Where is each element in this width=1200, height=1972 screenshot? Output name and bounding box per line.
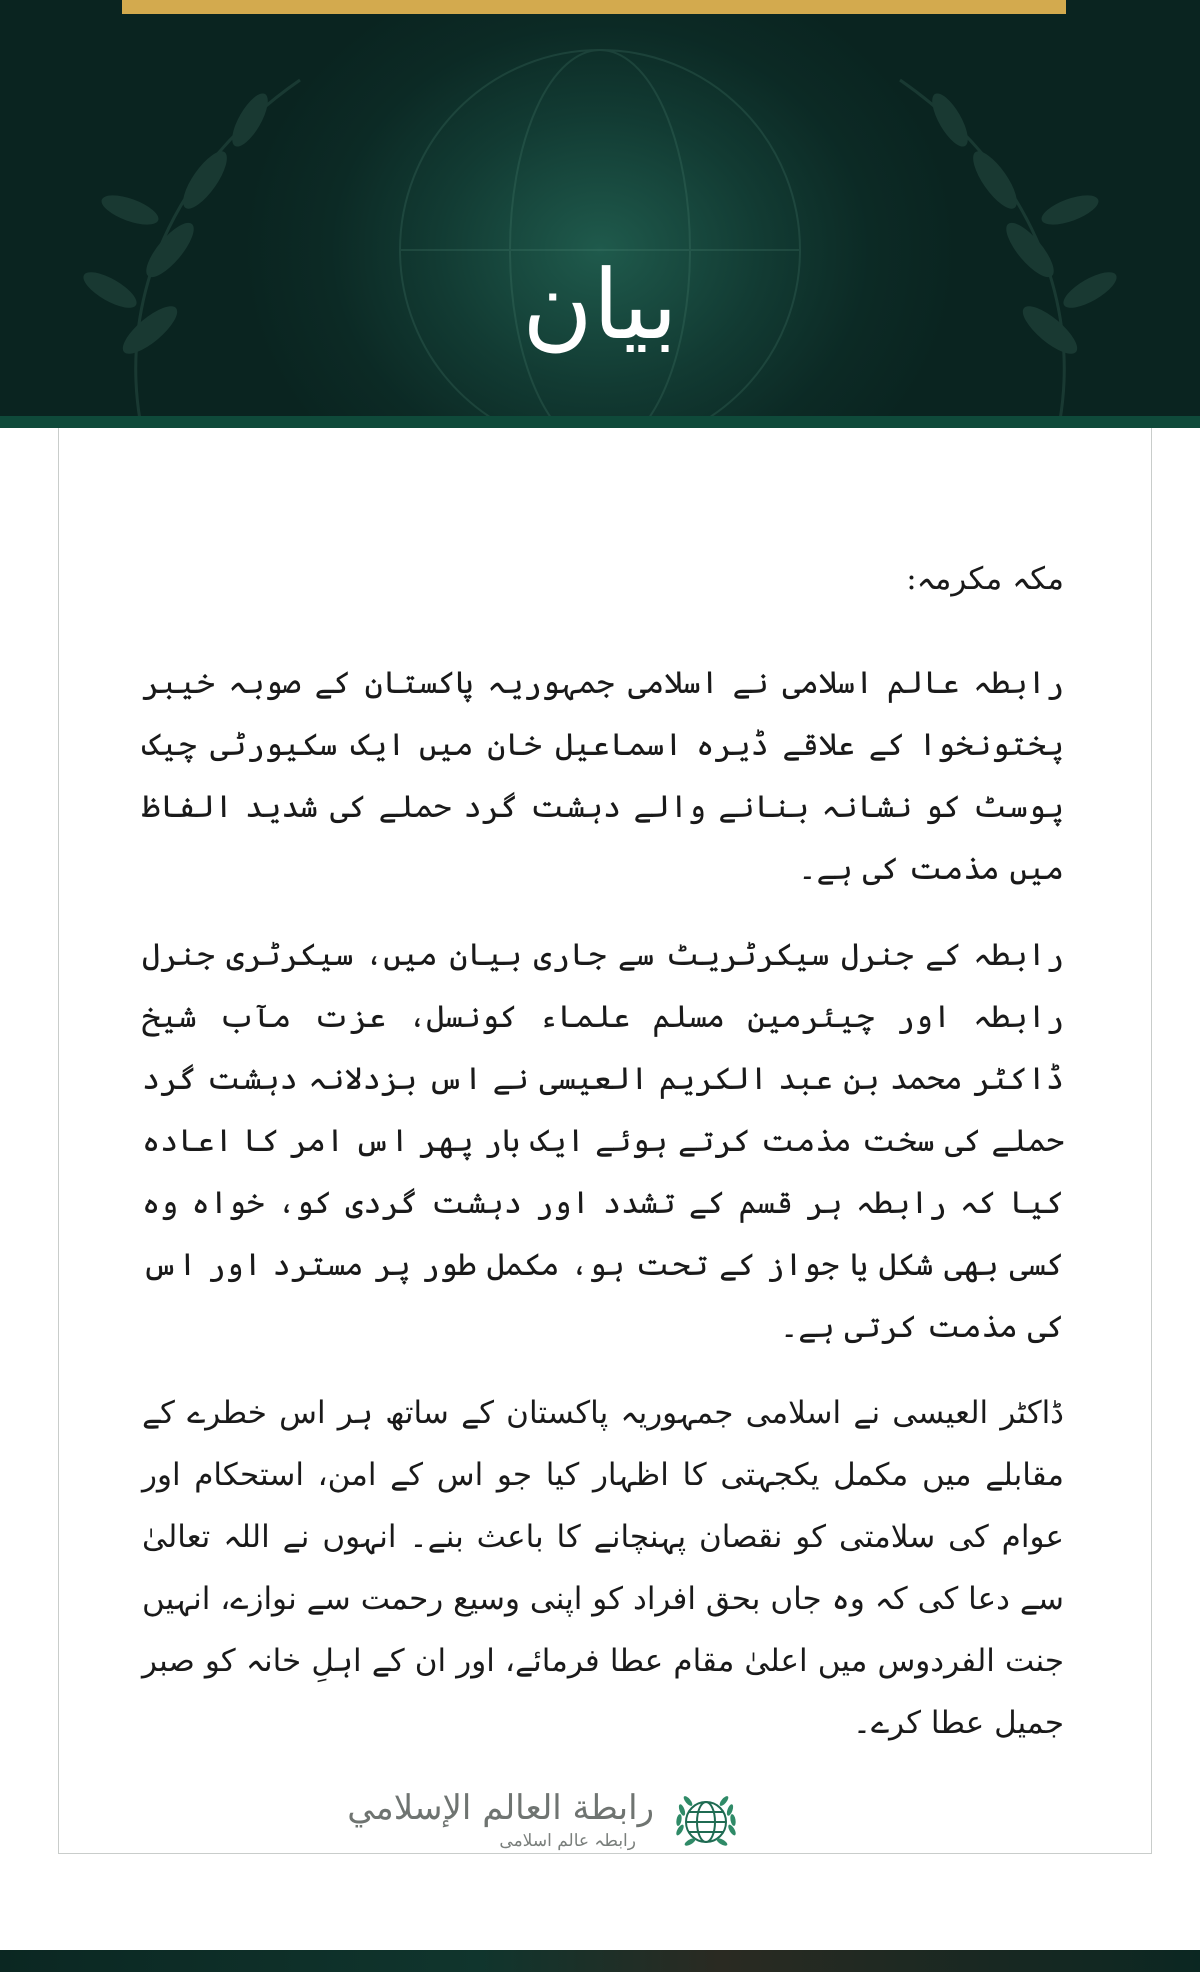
paragraph-1: رابطہ عالم اسلامی نے اسلامی جمہوریہ پاکستان کے صوبہ خیبر پختونخوا کے علاقے ڈیرہ اسماعیل خان میں ایک سکیورٹی چیک پوسٹ کو نشانہ بنانے والے دہشت گرد حملے کی شدید الفاظ میں مذمت کی ہے۔ <box>142 665 1064 887</box>
logo-urdu-text: رابطہ عالم اسلامی <box>499 1831 636 1851</box>
organization-logo <box>347 1786 746 1876</box>
dateline: مکہ مکرمہ: <box>906 561 1064 597</box>
statement-body <box>142 548 1064 1778</box>
logo-arabic-text: رابطة العالم الإسلامي <box>347 1788 654 1828</box>
paragraph-3: ڈاکٹر العیسی نے اسلامی جمہوریہ پاکستان کے ساتھ ہر اس خطرے کے مقابلے میں مکمل یکجہتی کا اظہار کیا جو اس کے امن، استحکام اور عوام کی سلامتی کو نقصان پہنچانے کا باعث بنے۔ انہوں نے اللہ تعالیٰ سے دعا کی کہ وہ جاں بحق افراد کو اپنی وسیع رحمت سے نوازے، انہیں جنت الفردوس میں اعلیٰ مقام عطا فرمائے، اور ان کے اہلِ خانہ کو صبر جمیل عطا کرے۔ <box>142 1395 1064 1741</box>
laurel-watermark-icon <box>0 0 1200 428</box>
globe-wreath-emblem-icon <box>670 1786 742 1858</box>
header-bottom-band <box>0 416 1200 428</box>
footer-band <box>0 1950 1200 1972</box>
paragraph-2: رابطہ کے جنرل سیکرٹریٹ سے جاری بیان میں، سیکرٹری جنرل رابطہ اور چیئرمین مسلم علماء کونسل، عزت مآب شیخ ڈاکٹر محمد بن عبد الکریم العیسی نے اس بزدلانہ دہشت گرد حملے کی سخت مذمت کرتے ہوئے ایک بار پھر اس امر کا اعادہ کیا کہ رابطہ ہر قسم کے تشدد اور دہشت گردی کو، خواہ وہ کسی بھی شکل یا جواز کے تحت ہو، مکمل طور پر مسترد اور اس کی مذمت کرتی ہے۔ <box>142 937 1064 1345</box>
header-banner <box>0 0 1200 428</box>
page-title: بیان <box>522 249 678 361</box>
